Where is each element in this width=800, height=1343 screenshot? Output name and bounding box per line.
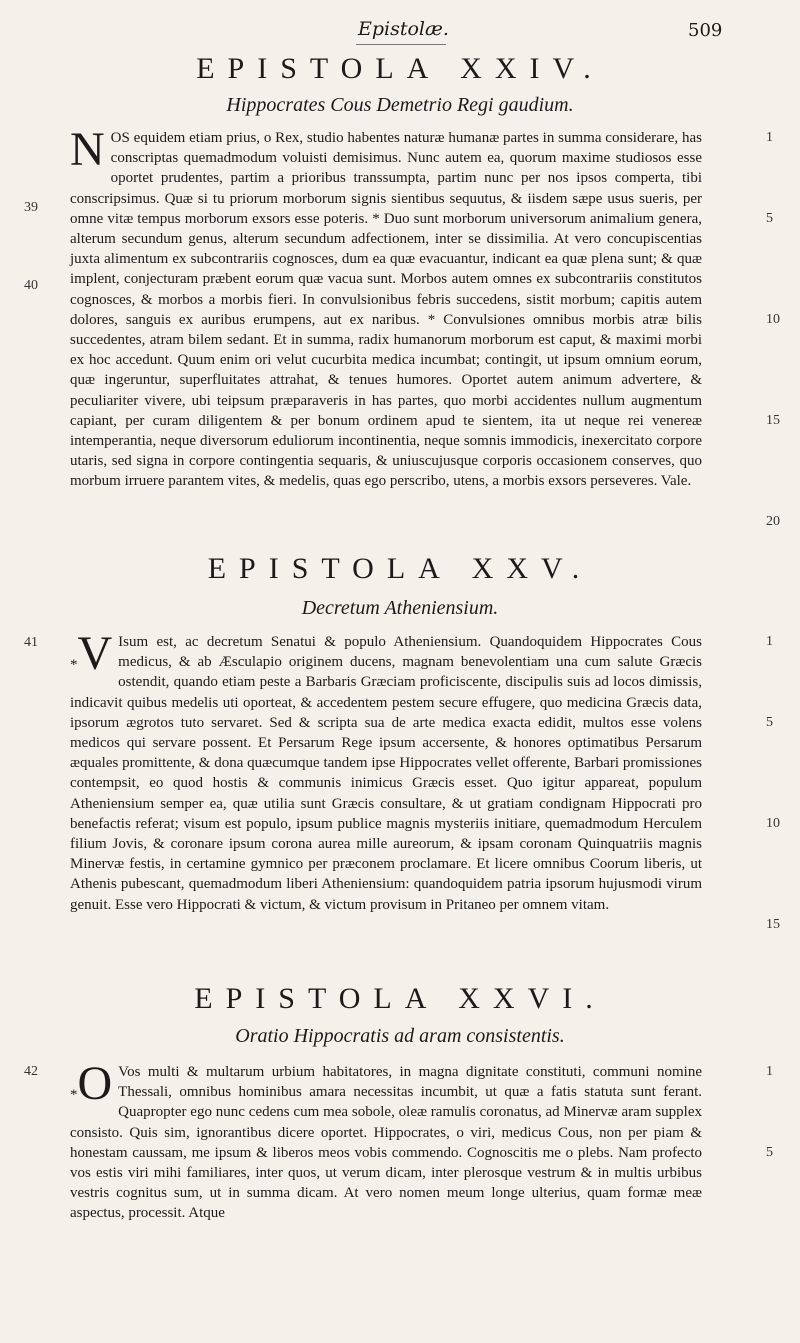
epistle-26-subtitle: Oratio Hippocratis ad aram consistentis. xyxy=(235,1025,565,1047)
margin-number-right: 15 xyxy=(766,413,780,428)
margin-number-right: 10 xyxy=(766,312,780,327)
margin-number-right: 1 xyxy=(766,634,773,649)
margin-number-right: 5 xyxy=(766,715,773,730)
epistle-25-body xyxy=(70,627,702,915)
epistle-26-dropcap: *O xyxy=(70,1057,113,1110)
margin-number-right: 15 xyxy=(766,917,780,932)
note-marker: * xyxy=(70,657,78,673)
running-head-title: Epistolæ. xyxy=(358,18,449,40)
margin-number-left: 41 xyxy=(24,635,38,650)
note-marker: * xyxy=(70,1087,78,1103)
margin-number-right: 10 xyxy=(766,816,780,831)
epistle-24-subtitle: Hippocrates Cous Demetrio Regi gaudium. xyxy=(226,94,574,116)
margin-number-right: 5 xyxy=(766,211,773,226)
epistle-25-dropcap: *V xyxy=(70,627,113,680)
epistle-24-heading: EPISTOLA XXIV. xyxy=(196,52,604,85)
epistle-25-text: Isum est, ac decretum Senatui & populo Atheniensium. Quandoquidem Hippocrates Cous medicus, & ab Æsculapio originem ducens, magnam benevolentiam una cum salute Græcis ostendit, quando etiam peste a Barbaris Græciam proficiscente, discipulis suis ad locos dimissis, indicavit quibus medelis uti oporteat, & accedentem pestem secure effugere, quo medicina Græcis data, ipsorum ægrotos tuto servaret. Sed & scripta sua de arte medica exacta edidit, multos esse volens medicos qui servare possent. Et Persarum Rege ipsum accersente, & honores optimatibus Persarum æquales promittente, & dona quæcumque tandem ipse Hippocrates vellet offerente, Barbari promissiones contempsit, eo quod hostis & communis inimicus Græcis esset. Quo igitur appareat, populum Atheniensium semper ea, quæ utilia sunt Græcis consultare, & ut gratiam condignam Hippocrati pro benefactis referat; visum est populo, ipsum publice magnis mysteriis initiare, quemadmodum Herculem filium Jovis, & coronare ipsum corona aurea mille aureorum, & ipsam coronam Quinquatriis magnis Minervæ festis, in certamine gymnico per præconem proclamare. Et licere omnibus Coorum liberis, ut Athenis pubescant, quemadmodum liberi Atheniensium: quandoquidem patria ipsorum hujusmodi virum genuit. Esse vero Hippocrati & victum, & victum provisum in Pritaneo per omnem vitam. xyxy=(70,634,702,913)
epistle-26-body xyxy=(70,1057,702,1224)
epistle-26-text: Vos multi & multarum urbium habitatores, in magna dignitate constituti, communi nomine Thessali, omnibus hominibus amara necessitas incumbit, ut quæ a fatis statuta sunt ferant. Quapropter ego nunc cedens cum mea sobole, oleæ ramulis coronatus, ad Minervæ aram supplex consisto. Quis sim, ignorantibus dicere oportet. Hippocrates, o viri, medicus Cous, non per piam & honestam caussam, me ipsum & liberos meos vobis commendo. Cognoscitis me o plebs. Nam profecto vos estis viri mihi familiares, inter quos, ut verum dicam, inter plerosque vestrum & in multis urbibus vestris cognitus sum, ut in summa dicam. At vero nomen meum longe ulterius, quam formæ meæ aspectus, processit. Atque xyxy=(70,1064,702,1222)
epistle-24-text: OS equidem etiam prius, o Rex, studio habentes naturæ humanæ partes in summa considerare, has conscriptas quemadmodum voluisti demisimus. Nunc autem ea, quorum maxime studiosos esse oportet prudentes, partim a prioribus transsumpta, partim nunc per nos ipsos comperta, tibi conscripsimus. Quæ si tu priorum morborum signis sientibus sequutus, & iisdem sæpe usus sueris, per omne vitæ tempus morborum exsors esse poteris. * Duo sunt morborum universorum animalium genera, alterum secundum genus, alterum secundum adfectionem, inter se dissimilia. At vero concupiscentias juxta alimentum ex subcontrariis cognosces, dum ea quæ evacuantur, indicant ea quæ plena sunt; & quæ implent, conjecturam præbent eorum quæ vacua sunt. Morbos autem omnes ex subcontrariis constitutos cognosces, & morbos a morbis fieri. In convulsionibus febris succedens, sistit morbum; capitis autem dolores, sanguis ex auribus erumpens, aut ex naribus. * Convulsiones omnibus morbis atræ bilis succedentes, atram bilem sedant. Et in summa, radix humanorum morborum est caput, & maximi morbi ex hoc accedunt. Quum enim ori velut cucurbita medica incumbat; contingit, ut ipsum omnium eorum, quæ ingeruntur, superfluitates attrahat, & tenues humores. Oportet autem animum advertere, & peculiariter vivere, ubi teipsum præparaveris in has partes, quo morbi accidentes nullum augmentum capiant, per curam diligentem & per bonum ordinem apud te sientem, ita ut neque rei venereæ intemperantia, neque diversorum eduliorum incontinentia, neque somnis immodicis, inexercitato corpore utaris, sed signa in corpore contingentia sequaris, & uniuscujusque corporis occasionem conserves, quo morbum irruere parantem vites, & medelis, quas ego perscribo, utens, a morbis exsors perseveres. Vale. xyxy=(70,130,702,490)
margin-number-left: 42 xyxy=(24,1064,38,1079)
epistle-24-dropcap: N xyxy=(70,123,105,176)
running-head xyxy=(0,8,800,48)
margin-number-left: 39 xyxy=(24,200,38,215)
epistle-25-heading: EPISTOLA XXV. xyxy=(207,552,593,585)
margin-number-right: 5 xyxy=(766,1145,773,1160)
margin-number-right: 1 xyxy=(766,1064,773,1079)
epistle-24-body xyxy=(70,123,702,492)
margin-number-right: 20 xyxy=(766,514,780,529)
margin-number-left: 40 xyxy=(24,278,38,293)
page-number: 509 xyxy=(688,20,723,41)
epistle-25-subtitle: Decretum Atheniensium. xyxy=(301,597,499,619)
head-rule xyxy=(356,44,446,45)
epistle-26-heading: EPISTOLA XXVI. xyxy=(194,982,606,1015)
margin-number-right: 1 xyxy=(766,130,773,145)
